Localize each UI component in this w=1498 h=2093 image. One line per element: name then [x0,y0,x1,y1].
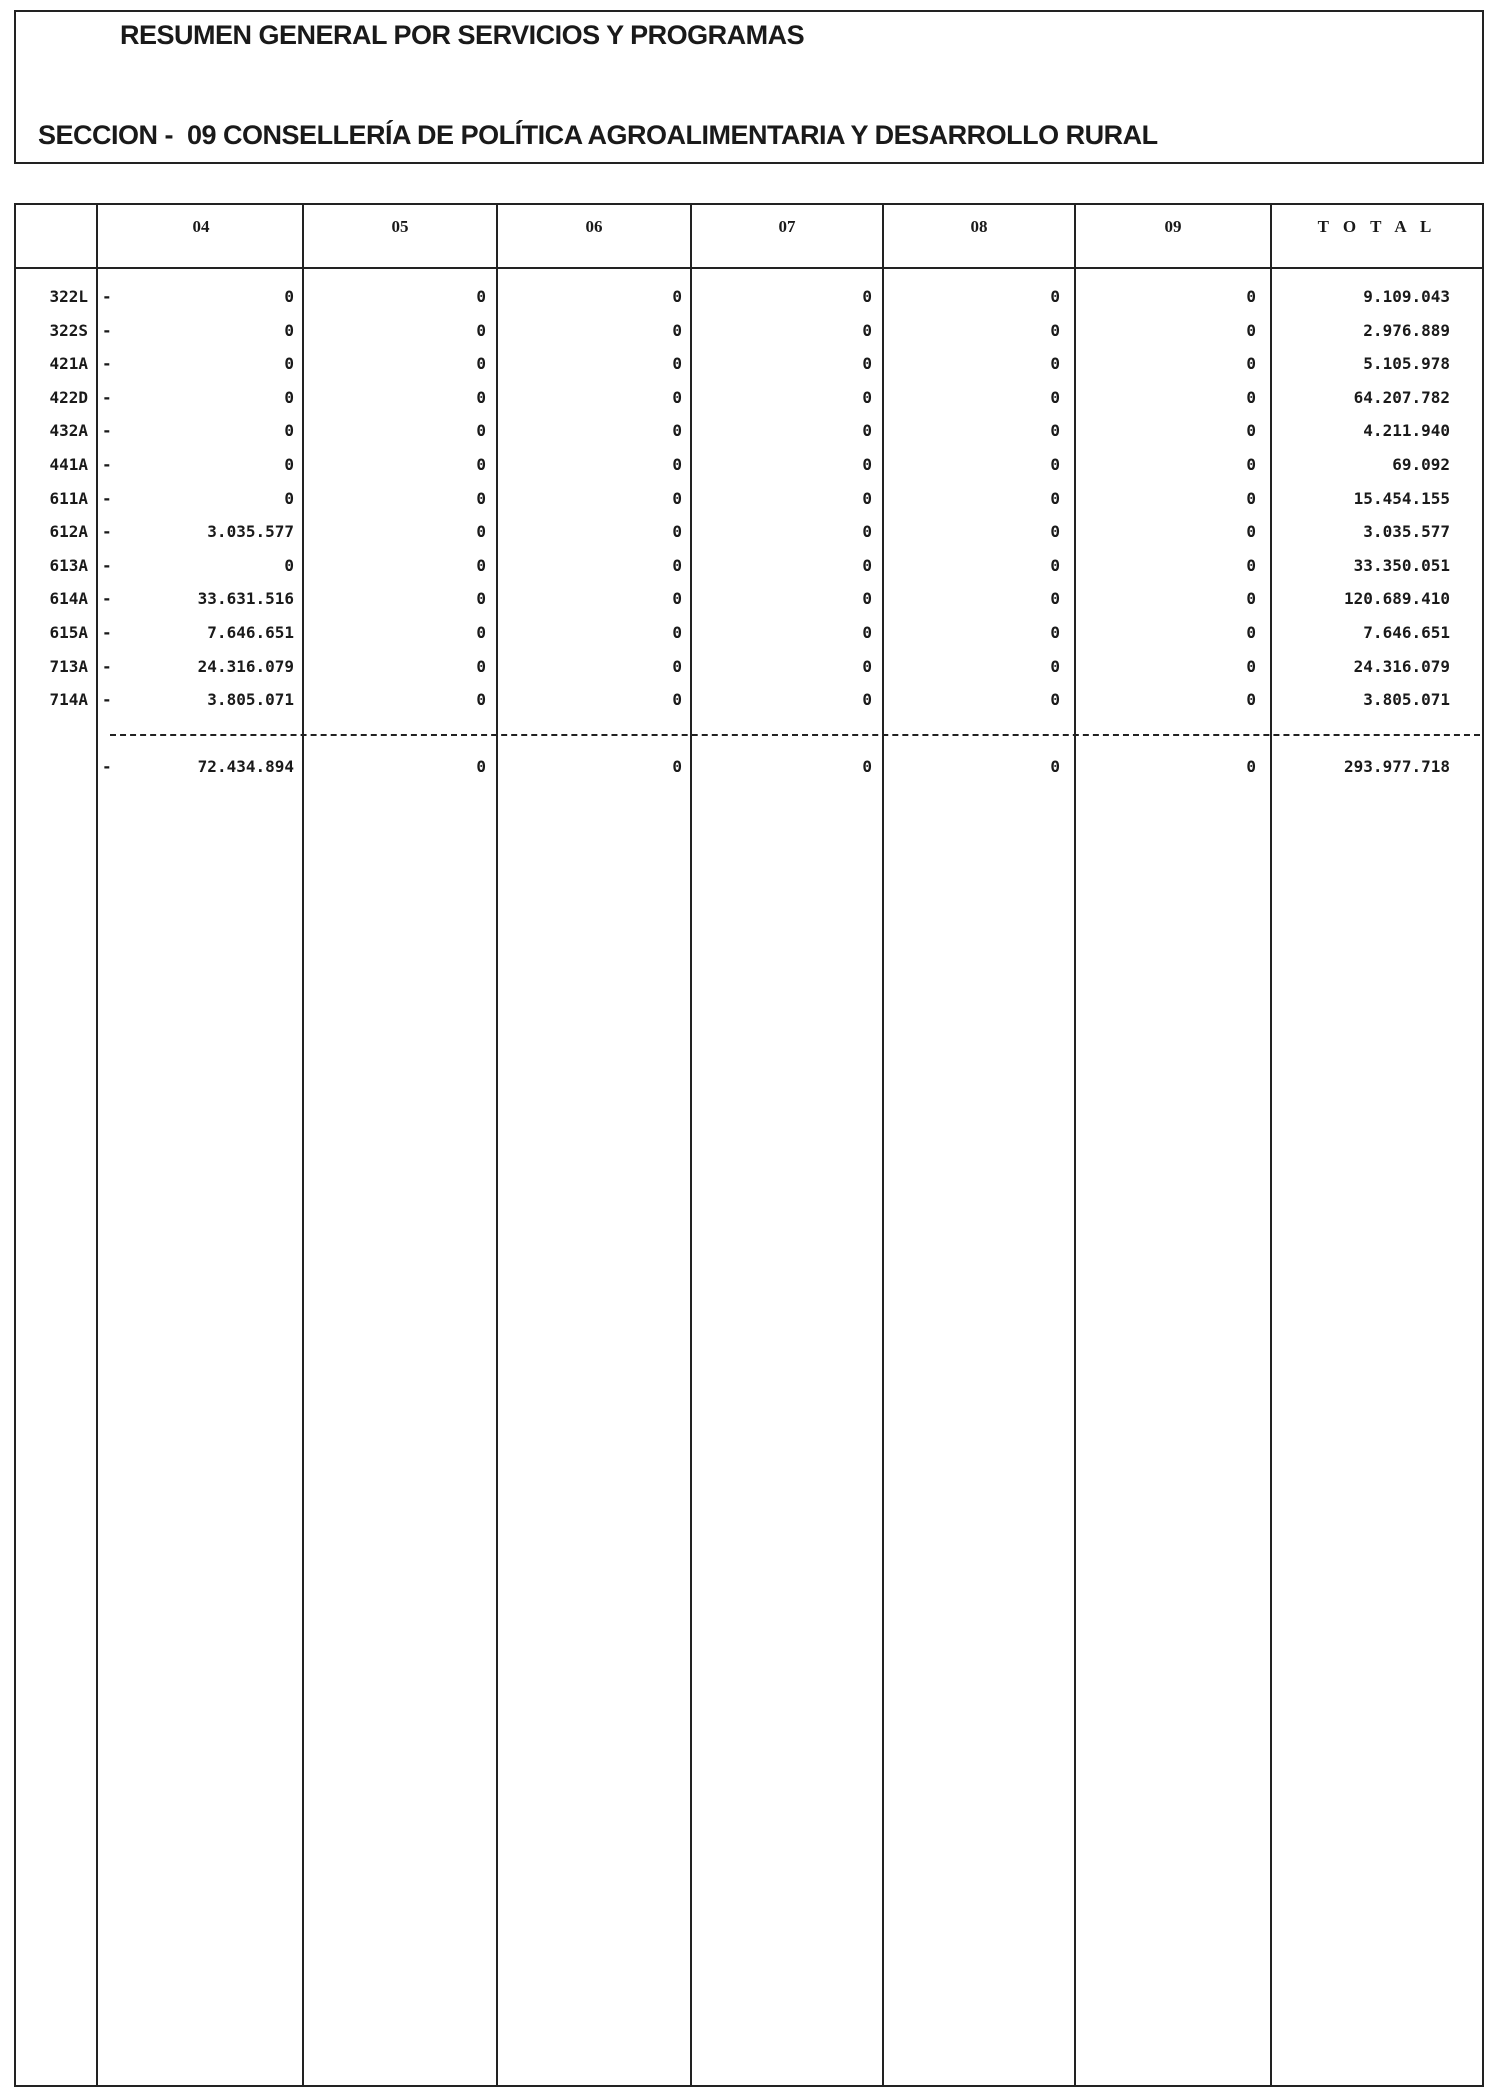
row-dash: - [102,320,112,340]
table-cell: 0 [672,287,682,306]
table-cell: 0 [672,387,682,407]
table-cell: 0 [1050,589,1060,609]
table-cell: 0 [1246,488,1256,508]
program-code: 322L [49,287,88,306]
report-title: RESUMEN GENERAL POR SERVICIOS Y PROGRAMAS [120,20,805,50]
row-dash: - [102,656,112,676]
table-cell: 0 [284,320,294,340]
row-dash: - [102,387,112,407]
total-cell: 0 [1050,757,1060,776]
total-cell: 0 [1246,757,1256,776]
table-cell: 15.454.155 [1353,488,1450,508]
table-cell: 0 [1050,555,1060,575]
table-cell: 0 [1246,522,1256,542]
row-dash: - [102,623,112,642]
table-row [0,349,1498,379]
table-cell: 0 [1246,287,1256,306]
table-cell: 0 [862,522,872,542]
table-cell: 0 [476,555,486,575]
table-cell: 0 [672,488,682,508]
table-cell: 0 [1246,623,1256,642]
table-cell: 0 [862,690,872,710]
table-cell: 0 [862,287,872,306]
table-cell: 0 [1050,522,1060,542]
table-row [0,484,1498,514]
table-cell: 0 [476,589,486,609]
table-cell: 9.109.043 [1363,287,1450,306]
section-heading [38,120,1172,151]
table-cell: 0 [476,354,486,374]
table-cell: 0 [284,287,294,306]
table-cell: 0 [672,522,682,542]
table-cell: 7.646.651 [1363,623,1450,642]
table-row [0,652,1498,682]
column-header-05: 05 [391,217,409,236]
table-cell: 0 [672,690,682,710]
table-cell: 0 [1050,690,1060,710]
table-cell: 0 [672,623,682,642]
table-cell: 0 [672,354,682,374]
table-row [0,383,1498,413]
table-cell: 7.646.651 [207,623,294,642]
row-dash: - [102,287,112,306]
total-cell: 0 [672,757,682,776]
table-cell: 0 [1050,354,1060,374]
total-cell: 293.977.718 [1344,757,1450,776]
table-cell: 0 [1246,421,1256,441]
table-cell: 0 [284,387,294,407]
table-cell: 0 [1246,387,1256,407]
table-row [0,282,1498,312]
section-name: 09 CONSELLERÍA DE POLÍTICA AGROALIMENTARIA Y DESARROLLO RURAL [187,120,1158,150]
column-header-total: T O T A L [1317,217,1437,236]
table-cell: 0 [1050,455,1060,474]
program-code: 714A [49,690,88,710]
subtotal-divider [110,734,1480,736]
table-cell: 0 [672,555,682,575]
table-cell: 0 [476,455,486,474]
table-cell: 3.035.577 [207,522,294,542]
table-cell: 0 [1246,589,1256,609]
table-row [0,450,1498,480]
table-cell: 5.105.978 [1363,354,1450,374]
row-dash: - [102,589,112,609]
table-cell: 0 [476,623,486,642]
table-cell: 120.689.410 [1344,589,1450,609]
table-cell: 0 [1050,421,1060,441]
program-code: 613A [49,555,88,575]
table-cell: 0 [1050,320,1060,340]
program-code: 441A [49,455,88,474]
table-cell: 0 [476,387,486,407]
column-header-08: 08 [970,217,988,236]
report-header [14,10,1484,164]
total-cell: 0 [476,757,486,776]
header-divider [14,267,1484,269]
table-row [0,316,1498,346]
row-dash: - [102,757,112,776]
table-cell: 4.211.940 [1363,421,1450,441]
table-cell: 33.350.051 [1353,555,1450,575]
row-dash: - [102,522,112,542]
table-cell: 3.035.577 [1363,522,1450,542]
table-cell: 0 [862,589,872,609]
table-cell: 0 [284,488,294,508]
program-code: 614A [49,589,88,609]
total-cell: 0 [862,757,872,776]
table-cell: 24.316.079 [1353,656,1450,676]
table-cell: 0 [1246,320,1256,340]
table-cell: 0 [1050,623,1060,642]
table-cell: 0 [672,320,682,340]
table-cell: 0 [476,656,486,676]
table-cell: 0 [476,488,486,508]
table-cell: 0 [672,589,682,609]
table-cell: 0 [476,421,486,441]
table-cell: 0 [476,287,486,306]
row-dash: - [102,354,112,374]
table-cell: 0 [862,555,872,575]
table-cell: 0 [1246,455,1256,474]
table-cell: 69.092 [1392,455,1450,474]
table-cell: 0 [1246,354,1256,374]
row-dash: - [102,488,112,508]
table-cell: 0 [284,455,294,474]
program-code: 422D [49,387,88,407]
table-cell: 24.316.079 [197,656,294,676]
table-cell: 0 [1050,287,1060,306]
row-dash: - [102,555,112,575]
table-row [0,551,1498,581]
total-cell: 72.434.894 [197,757,294,776]
table-row [0,416,1498,446]
table-cell: 3.805.071 [1363,690,1450,710]
table-cell: 0 [862,455,872,474]
table-row [0,584,1498,614]
table-cell: 0 [862,488,872,508]
table-cell: 0 [1246,690,1256,710]
table-cell: 0 [862,623,872,642]
column-header-04: 04 [192,217,210,236]
column-header-06: 06 [585,217,603,236]
table-cell: 0 [476,320,486,340]
table-cell: 0 [862,320,872,340]
program-code: 612A [49,522,88,542]
table-cell: 33.631.516 [197,589,294,609]
table-cell: 0 [476,522,486,542]
table-row [0,517,1498,547]
program-code: 322S [49,320,88,340]
row-dash: - [102,455,112,474]
table-cell: 0 [284,555,294,575]
totals-row [0,752,1498,782]
table-cell: 0 [284,354,294,374]
column-header-07: 07 [778,217,796,236]
row-dash: - [102,690,112,710]
table-cell: 0 [672,421,682,441]
table-cell: 0 [1246,656,1256,676]
table-cell: 0 [862,354,872,374]
section-prefix: SECCION - [38,120,174,150]
table-cell: 0 [672,656,682,676]
program-code: 713A [49,656,88,676]
table-cell: 0 [1246,555,1256,575]
table-cell: 0 [284,421,294,441]
program-code: 421A [49,354,88,374]
program-code: 432A [49,421,88,441]
table-cell: 0 [1050,656,1060,676]
table-cell: 0 [862,656,872,676]
row-dash: - [102,421,112,441]
table-cell: 3.805.071 [207,690,294,710]
program-code: 615A [49,623,88,642]
column-header-09: 09 [1164,217,1182,236]
table-row [0,685,1498,715]
table-cell: 0 [862,387,872,407]
table-cell: 0 [672,455,682,474]
table-cell: 64.207.782 [1353,387,1450,407]
table-row [0,618,1498,648]
program-code: 611A [49,488,88,508]
table-cell: 0 [862,421,872,441]
table-cell: 0 [476,690,486,710]
table-cell: 0 [1050,387,1060,407]
table-cell: 2.976.889 [1363,320,1450,340]
table-cell: 0 [1050,488,1060,508]
